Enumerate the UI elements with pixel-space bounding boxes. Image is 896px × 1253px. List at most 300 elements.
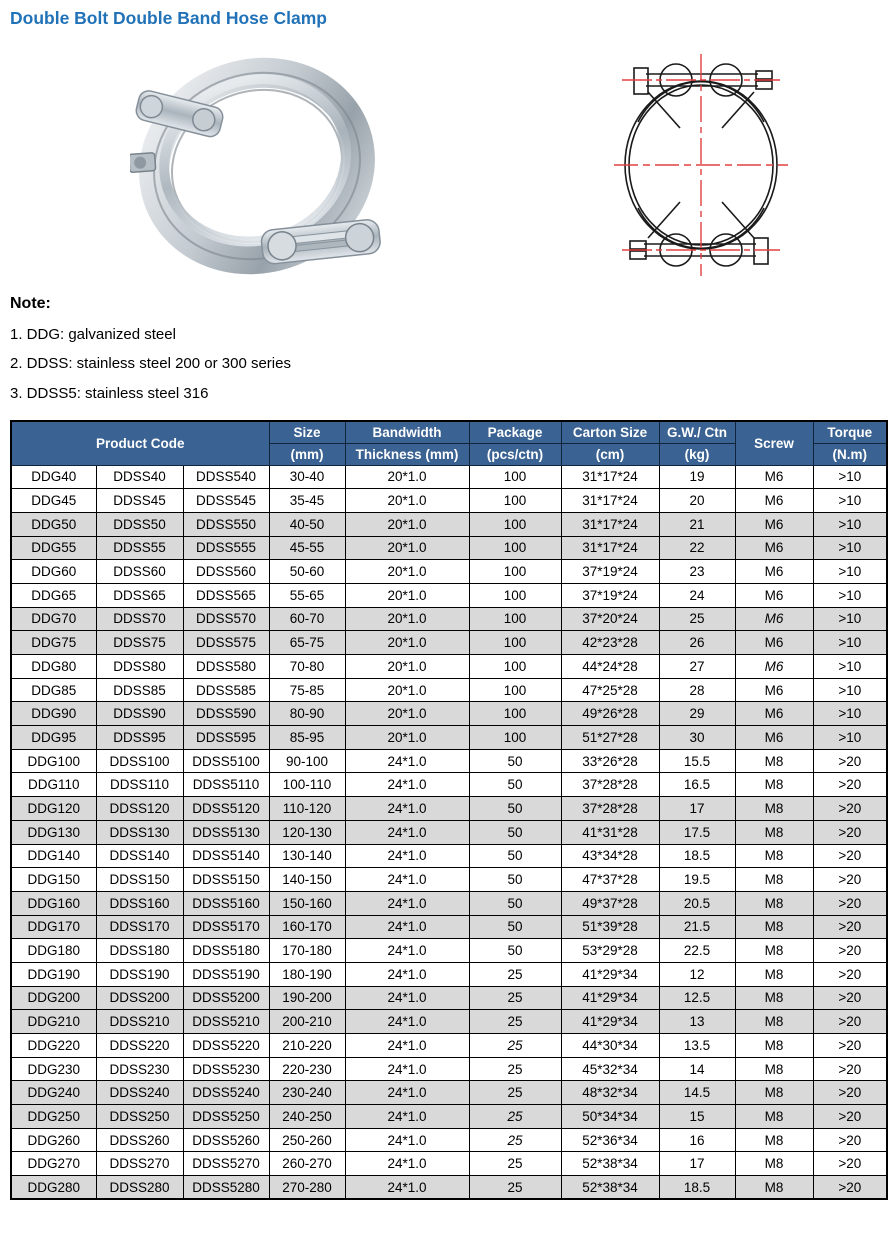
cell-screw: M8	[735, 820, 813, 844]
cell-gw: 18.5	[659, 1176, 735, 1200]
cell-code-ddss: DDSS80	[96, 655, 183, 679]
cell-code-ddss: DDSS85	[96, 678, 183, 702]
cell-torque: >20	[813, 820, 887, 844]
table-row	[11, 986, 887, 1010]
cell-size: 140-150	[269, 868, 345, 892]
cell-size: 270-280	[269, 1176, 345, 1200]
cell-bandwidth: 24*1.0	[345, 1128, 469, 1152]
cell-code-ddss5: DDSS5150	[183, 868, 269, 892]
table-row	[11, 915, 887, 939]
hose-clamp-product-photo	[130, 40, 385, 292]
cell-carton-size: 37*19*24	[561, 560, 659, 584]
cell-bandwidth: 20*1.0	[345, 631, 469, 655]
table-row	[11, 820, 887, 844]
cell-torque: >20	[813, 797, 887, 821]
cell-gw: 21	[659, 512, 735, 536]
cell-gw: 15.5	[659, 749, 735, 773]
cell-code-ddss5: DDSS570	[183, 607, 269, 631]
cell-torque: >20	[813, 986, 887, 1010]
header-gw-unit: (kg)	[659, 443, 735, 465]
cell-code-ddss5: DDSS5280	[183, 1176, 269, 1200]
cell-torque: >10	[813, 489, 887, 513]
cell-code-ddss: DDSS130	[96, 820, 183, 844]
cell-carton-size: 44*30*34	[561, 1034, 659, 1058]
cell-code-ddss5: DDSS565	[183, 583, 269, 607]
cell-carton-size: 52*38*34	[561, 1176, 659, 1200]
header-product-code: Product Code	[11, 421, 269, 465]
cell-gw: 20	[659, 489, 735, 513]
cell-gw: 29	[659, 702, 735, 726]
cell-gw: 23	[659, 560, 735, 584]
cell-package: 25	[469, 1081, 561, 1105]
table-row	[11, 1152, 887, 1176]
cell-package: 25	[469, 1105, 561, 1129]
table-row	[11, 726, 887, 750]
cell-code-ddg: DDG120	[11, 797, 96, 821]
cell-size: 70-80	[269, 655, 345, 679]
cell-carton-size: 49*26*28	[561, 702, 659, 726]
table-row	[11, 536, 887, 560]
cell-size: 150-160	[269, 891, 345, 915]
cell-carton-size: 50*34*34	[561, 1105, 659, 1129]
cell-size: 75-85	[269, 678, 345, 702]
cell-screw: M8	[735, 797, 813, 821]
cell-code-ddss5: DDSS5100	[183, 749, 269, 773]
cell-package: 100	[469, 655, 561, 679]
cell-code-ddss: DDSS50	[96, 512, 183, 536]
cell-screw: M8	[735, 749, 813, 773]
cell-code-ddss: DDSS110	[96, 773, 183, 797]
cell-size: 210-220	[269, 1034, 345, 1058]
cell-code-ddss: DDSS210	[96, 1010, 183, 1034]
cell-code-ddss: DDSS100	[96, 749, 183, 773]
cell-torque: >20	[813, 1176, 887, 1200]
cell-code-ddss: DDSS90	[96, 702, 183, 726]
cell-screw: M6	[735, 607, 813, 631]
cell-screw: M8	[735, 1010, 813, 1034]
cell-carton-size: 31*17*24	[561, 489, 659, 513]
cell-carton-size: 47*37*28	[561, 868, 659, 892]
cell-code-ddg: DDG95	[11, 726, 96, 750]
cell-package: 25	[469, 1176, 561, 1200]
cell-gw: 20.5	[659, 891, 735, 915]
header-gw-ctn: G.W./ Ctn	[659, 421, 735, 443]
cell-gw: 27	[659, 655, 735, 679]
cell-torque: >10	[813, 560, 887, 584]
cell-size: 40-50	[269, 512, 345, 536]
cell-code-ddss5: DDSS560	[183, 560, 269, 584]
table-row	[11, 655, 887, 679]
table-row	[11, 1034, 887, 1058]
cell-gw: 15	[659, 1105, 735, 1129]
cell-code-ddg: DDG55	[11, 536, 96, 560]
cell-code-ddg: DDG130	[11, 820, 96, 844]
cell-code-ddss5: DDSS595	[183, 726, 269, 750]
cell-screw: M8	[735, 939, 813, 963]
cell-bandwidth: 24*1.0	[345, 820, 469, 844]
cell-size: 35-45	[269, 489, 345, 513]
cell-size: 45-55	[269, 536, 345, 560]
table-row	[11, 1010, 887, 1034]
cell-code-ddg: DDG85	[11, 678, 96, 702]
cell-package: 25	[469, 962, 561, 986]
cell-code-ddg: DDG190	[11, 962, 96, 986]
cell-code-ddg: DDG270	[11, 1152, 96, 1176]
cell-torque: >10	[813, 655, 887, 679]
cell-code-ddss5: DDSS5200	[183, 986, 269, 1010]
cell-bandwidth: 24*1.0	[345, 962, 469, 986]
cell-carton-size: 49*37*28	[561, 891, 659, 915]
cell-package: 100	[469, 631, 561, 655]
cell-size: 120-130	[269, 820, 345, 844]
cell-bandwidth: 24*1.0	[345, 1057, 469, 1081]
cell-bandwidth: 20*1.0	[345, 702, 469, 726]
cell-size: 200-210	[269, 1010, 345, 1034]
cell-size: 170-180	[269, 939, 345, 963]
cell-package: 50	[469, 915, 561, 939]
cell-bandwidth: 24*1.0	[345, 773, 469, 797]
cell-carton-size: 52*38*34	[561, 1152, 659, 1176]
cell-code-ddss5: DDSS5270	[183, 1152, 269, 1176]
cell-size: 220-230	[269, 1057, 345, 1081]
cell-package: 100	[469, 678, 561, 702]
cell-code-ddg: DDG45	[11, 489, 96, 513]
cell-code-ddg: DDG60	[11, 560, 96, 584]
cell-code-ddss5: DDSS545	[183, 489, 269, 513]
cell-code-ddss: DDSS70	[96, 607, 183, 631]
note-label: Note:	[10, 295, 51, 312]
cell-package: 50	[469, 891, 561, 915]
cell-package: 25	[469, 1034, 561, 1058]
table-row	[11, 891, 887, 915]
cell-gw: 17	[659, 1152, 735, 1176]
cell-screw: M6	[735, 583, 813, 607]
cell-carton-size: 43*34*28	[561, 844, 659, 868]
cell-code-ddss: DDSS280	[96, 1176, 183, 1200]
cell-gw: 28	[659, 678, 735, 702]
cell-bandwidth: 20*1.0	[345, 536, 469, 560]
header-bandwidth-unit: Thickness (mm)	[345, 443, 469, 465]
table-row	[11, 844, 887, 868]
cell-screw: M8	[735, 915, 813, 939]
cell-torque: >10	[813, 465, 887, 489]
cell-screw: M6	[735, 726, 813, 750]
cell-bandwidth: 20*1.0	[345, 465, 469, 489]
cell-carton-size: 31*17*24	[561, 512, 659, 536]
cell-torque: >20	[813, 962, 887, 986]
table-row	[11, 607, 887, 631]
cell-gw: 26	[659, 631, 735, 655]
note-item-3: 3. DDSS5: stainless steel 316	[10, 384, 209, 402]
cell-screw: M6	[735, 678, 813, 702]
cell-code-ddg: DDG80	[11, 655, 96, 679]
cell-carton-size: 41*29*34	[561, 986, 659, 1010]
cell-size: 60-70	[269, 607, 345, 631]
cell-torque: >20	[813, 773, 887, 797]
cell-carton-size: 41*29*34	[561, 1010, 659, 1034]
cell-package: 100	[469, 702, 561, 726]
cell-code-ddss5: DDSS5250	[183, 1105, 269, 1129]
cell-gw: 14.5	[659, 1081, 735, 1105]
cell-screw: M6	[735, 702, 813, 726]
cell-torque: >10	[813, 678, 887, 702]
cell-code-ddg: DDG170	[11, 915, 96, 939]
cell-gw: 12.5	[659, 986, 735, 1010]
cell-carton-size: 47*25*28	[561, 678, 659, 702]
cell-code-ddss5: DDSS5240	[183, 1081, 269, 1105]
cell-size: 180-190	[269, 962, 345, 986]
cell-carton-size: 33*26*28	[561, 749, 659, 773]
cell-size: 260-270	[269, 1152, 345, 1176]
note-item-2: 2. DDSS: stainless steel 200 or 300 series	[10, 355, 291, 372]
cell-torque: >10	[813, 536, 887, 560]
spec-table-head	[11, 421, 887, 465]
table-row	[11, 773, 887, 797]
header-carton-size: Carton Size	[561, 421, 659, 443]
cell-code-ddg: DDG180	[11, 939, 96, 963]
cell-gw: 17	[659, 797, 735, 821]
cell-bandwidth: 24*1.0	[345, 797, 469, 821]
cell-bandwidth: 24*1.0	[345, 1152, 469, 1176]
cell-code-ddg: DDG50	[11, 512, 96, 536]
cell-screw: M8	[735, 891, 813, 915]
cell-code-ddss: DDSS250	[96, 1105, 183, 1129]
table-row	[11, 939, 887, 963]
cell-code-ddg: DDG250	[11, 1105, 96, 1129]
cell-code-ddg: DDG75	[11, 631, 96, 655]
cell-code-ddss: DDSS200	[96, 986, 183, 1010]
table-row	[11, 1081, 887, 1105]
cell-gw: 13	[659, 1010, 735, 1034]
cell-bandwidth: 24*1.0	[345, 1105, 469, 1129]
cell-code-ddss5: DDSS5140	[183, 844, 269, 868]
cell-carton-size: 51*27*28	[561, 726, 659, 750]
cell-code-ddss5: DDSS575	[183, 631, 269, 655]
cell-code-ddg: DDG280	[11, 1176, 96, 1200]
cell-bandwidth: 24*1.0	[345, 915, 469, 939]
cell-code-ddss5: DDSS5160	[183, 891, 269, 915]
cell-gw: 30	[659, 726, 735, 750]
cell-package: 50	[469, 749, 561, 773]
cell-gw: 22	[659, 536, 735, 560]
table-row	[11, 749, 887, 773]
cell-gw: 12	[659, 962, 735, 986]
cell-bandwidth: 20*1.0	[345, 726, 469, 750]
cell-torque: >20	[813, 1081, 887, 1105]
table-row	[11, 1176, 887, 1200]
cell-code-ddss5: DDSS580	[183, 655, 269, 679]
cell-package: 25	[469, 1128, 561, 1152]
cell-bandwidth: 24*1.0	[345, 1081, 469, 1105]
cell-carton-size: 53*29*28	[561, 939, 659, 963]
cell-screw: M6	[735, 631, 813, 655]
cell-gw: 19.5	[659, 868, 735, 892]
cell-code-ddss5: DDSS5110	[183, 773, 269, 797]
cell-package: 100	[469, 726, 561, 750]
cell-code-ddss5: DDSS590	[183, 702, 269, 726]
cell-bandwidth: 24*1.0	[345, 844, 469, 868]
cell-carton-size: 31*17*24	[561, 465, 659, 489]
table-row	[11, 465, 887, 489]
cell-bandwidth: 20*1.0	[345, 560, 469, 584]
cell-bandwidth: 24*1.0	[345, 1176, 469, 1200]
cell-carton-size: 51*39*28	[561, 915, 659, 939]
cell-carton-size: 42*23*28	[561, 631, 659, 655]
cell-carton-size: 45*32*34	[561, 1057, 659, 1081]
cell-torque: >20	[813, 915, 887, 939]
cell-code-ddg: DDG200	[11, 986, 96, 1010]
cell-carton-size: 48*32*34	[561, 1081, 659, 1105]
note-item-1: 1. DDG: galvanized steel	[10, 325, 176, 343]
cell-code-ddss5: DDSS540	[183, 465, 269, 489]
cell-package: 25	[469, 1010, 561, 1034]
cell-gw: 16.5	[659, 773, 735, 797]
cell-torque: >20	[813, 939, 887, 963]
cell-size: 230-240	[269, 1081, 345, 1105]
cell-size: 50-60	[269, 560, 345, 584]
clamp-drawing-svg	[608, 52, 794, 278]
cell-code-ddg: DDG160	[11, 891, 96, 915]
cell-code-ddss5: DDSS5230	[183, 1057, 269, 1081]
cell-code-ddss: DDSS45	[96, 489, 183, 513]
cell-torque: >20	[813, 1010, 887, 1034]
cell-size: 55-65	[269, 583, 345, 607]
cell-code-ddss: DDSS55	[96, 536, 183, 560]
cell-code-ddg: DDG260	[11, 1128, 96, 1152]
table-row	[11, 962, 887, 986]
cell-torque: >10	[813, 583, 887, 607]
cell-code-ddss: DDSS240	[96, 1081, 183, 1105]
cell-code-ddg: DDG240	[11, 1081, 96, 1105]
cell-package: 100	[469, 512, 561, 536]
cell-bandwidth: 24*1.0	[345, 891, 469, 915]
cell-bandwidth: 24*1.0	[345, 868, 469, 892]
cell-gw: 22.5	[659, 939, 735, 963]
cell-screw: M6	[735, 560, 813, 584]
cell-torque: >20	[813, 1128, 887, 1152]
cell-code-ddg: DDG230	[11, 1057, 96, 1081]
cell-size: 90-100	[269, 749, 345, 773]
cell-code-ddss5: DDSS5210	[183, 1010, 269, 1034]
cell-size: 130-140	[269, 844, 345, 868]
cell-code-ddss5: DDSS5180	[183, 939, 269, 963]
cell-code-ddg: DDG150	[11, 868, 96, 892]
header-carton-unit: (cm)	[561, 443, 659, 465]
cell-carton-size: 37*28*28	[561, 797, 659, 821]
cell-screw: M8	[735, 868, 813, 892]
spec-table	[10, 420, 888, 1200]
cell-code-ddss: DDSS230	[96, 1057, 183, 1081]
table-row	[11, 512, 887, 536]
cell-code-ddss: DDSS65	[96, 583, 183, 607]
hose-clamp-technical-drawing	[608, 52, 794, 278]
cell-package: 100	[469, 583, 561, 607]
cell-code-ddss: DDSS150	[96, 868, 183, 892]
cell-package: 100	[469, 607, 561, 631]
cell-carton-size: 31*17*24	[561, 536, 659, 560]
cell-gw: 19	[659, 465, 735, 489]
clamp-photo-svg	[130, 40, 385, 292]
cell-size: 80-90	[269, 702, 345, 726]
cell-screw: M6	[735, 512, 813, 536]
cell-screw: M8	[735, 1034, 813, 1058]
cell-code-ddss: DDSS75	[96, 631, 183, 655]
cell-size: 240-250	[269, 1105, 345, 1129]
cell-code-ddss: DDSS270	[96, 1152, 183, 1176]
cell-code-ddg: DDG140	[11, 844, 96, 868]
cell-carton-size: 37*19*24	[561, 583, 659, 607]
cell-code-ddg: DDG40	[11, 465, 96, 489]
cell-code-ddg: DDG110	[11, 773, 96, 797]
cell-screw: M6	[735, 536, 813, 560]
table-row	[11, 489, 887, 513]
header-torque: Torque	[813, 421, 887, 443]
table-row	[11, 583, 887, 607]
cell-code-ddss5: DDSS5260	[183, 1128, 269, 1152]
cell-carton-size: 41*31*28	[561, 820, 659, 844]
cell-carton-size: 37*20*24	[561, 607, 659, 631]
cell-size: 65-75	[269, 631, 345, 655]
cell-package: 100	[469, 536, 561, 560]
figure-area	[0, 0, 896, 295]
table-row	[11, 678, 887, 702]
cell-code-ddss: DDSS95	[96, 726, 183, 750]
cell-carton-size: 41*29*34	[561, 962, 659, 986]
table-row	[11, 631, 887, 655]
cell-size: 160-170	[269, 915, 345, 939]
cell-code-ddss: DDSS160	[96, 891, 183, 915]
cell-torque: >20	[813, 844, 887, 868]
cell-code-ddss: DDSS170	[96, 915, 183, 939]
cell-size: 85-95	[269, 726, 345, 750]
cell-gw: 16	[659, 1128, 735, 1152]
cell-gw: 21.5	[659, 915, 735, 939]
cell-size: 30-40	[269, 465, 345, 489]
table-row	[11, 797, 887, 821]
cell-gw: 13.5	[659, 1034, 735, 1058]
cell-package: 50	[469, 868, 561, 892]
cell-screw: M8	[735, 1176, 813, 1200]
cell-torque: >20	[813, 1105, 887, 1129]
table-row	[11, 1057, 887, 1081]
cell-code-ddss5: DDSS585	[183, 678, 269, 702]
cell-code-ddss: DDSS40	[96, 465, 183, 489]
cell-screw: M8	[735, 1057, 813, 1081]
cell-screw: M8	[735, 986, 813, 1010]
cell-bandwidth: 20*1.0	[345, 512, 469, 536]
cell-gw: 17.5	[659, 820, 735, 844]
cell-torque: >20	[813, 749, 887, 773]
cell-code-ddg: DDG100	[11, 749, 96, 773]
cell-screw: M8	[735, 1105, 813, 1129]
cell-package: 50	[469, 797, 561, 821]
header-torque-unit: (N.m)	[813, 443, 887, 465]
cell-code-ddss5: DDSS5190	[183, 962, 269, 986]
cell-gw: 25	[659, 607, 735, 631]
cell-code-ddss5: DDSS550	[183, 512, 269, 536]
cell-package: 100	[469, 489, 561, 513]
cell-bandwidth: 20*1.0	[345, 583, 469, 607]
cell-screw: M6	[735, 465, 813, 489]
cell-code-ddss: DDSS60	[96, 560, 183, 584]
cell-code-ddss5: DDSS5220	[183, 1034, 269, 1058]
header-bandwidth: Bandwidth	[345, 421, 469, 443]
table-row	[11, 1128, 887, 1152]
cell-torque: >10	[813, 702, 887, 726]
cell-size: 190-200	[269, 986, 345, 1010]
cell-screw: M8	[735, 962, 813, 986]
cell-code-ddss: DDSS140	[96, 844, 183, 868]
